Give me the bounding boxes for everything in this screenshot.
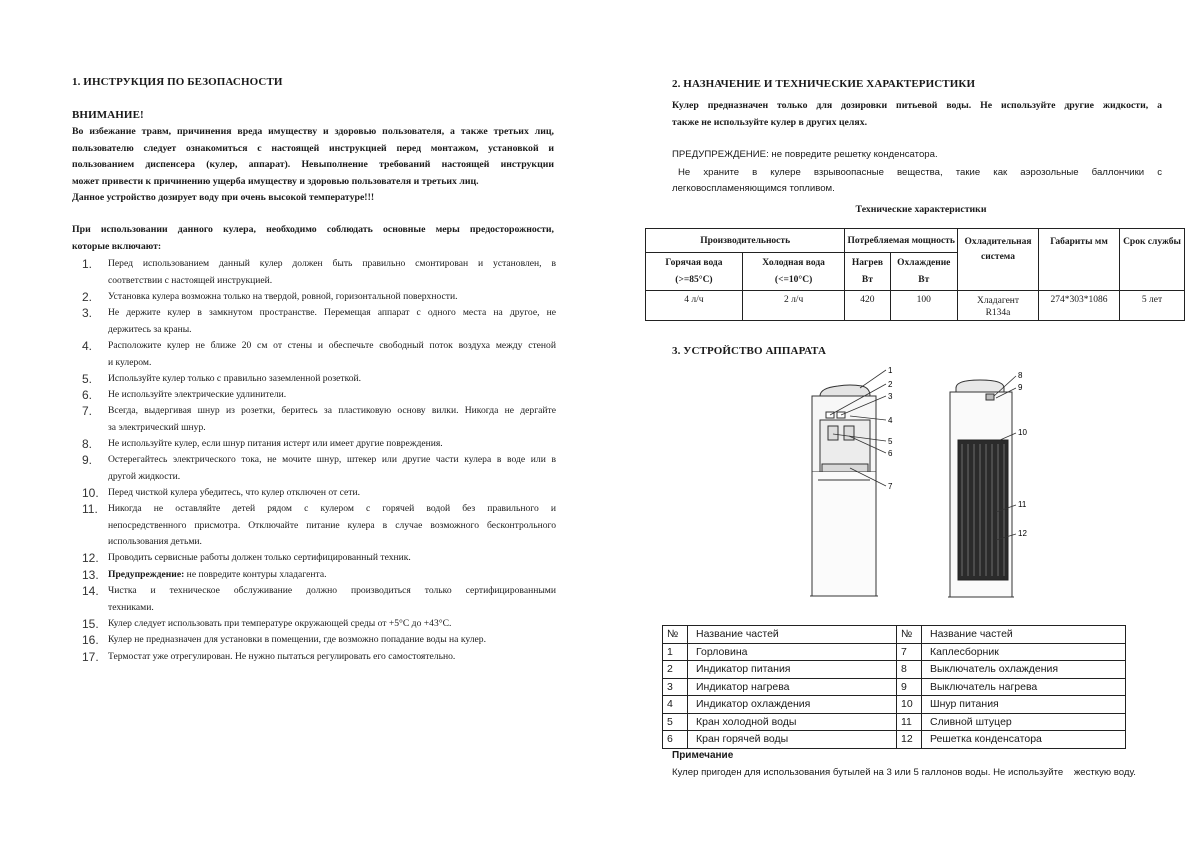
spec-value-life: 5 лет	[1120, 291, 1185, 321]
precaution-line: и кулером.	[108, 356, 152, 368]
leader-1	[860, 370, 886, 388]
note-title: Примечание	[672, 750, 734, 761]
cold-tap-shape	[828, 426, 838, 440]
spec-value-cool-w: 100	[890, 291, 957, 321]
callout-4: 4	[888, 416, 893, 425]
warning-text	[72, 124, 554, 207]
precaution-number: 7.	[82, 404, 93, 418]
section-2-heading: 2. НАЗНАЧЕНИЕ И ТЕХНИЧЕСКИЕ ХАРАКТЕРИСТИКИ	[672, 78, 976, 90]
spec-header-productivity: Производительность	[646, 229, 845, 253]
parts-row	[663, 696, 1126, 714]
spec-header-dimensions: Габариты мм	[1039, 229, 1120, 291]
callout-5: 5	[888, 437, 893, 446]
precaution-line: Не используйте кулер, если шнур питания истерт или имеет другие повреждения.	[108, 438, 443, 449]
precaution-bold-prefix: Предупреждение:	[108, 569, 185, 580]
precaution-line: Никогда не оставляйте детей рядом с кулером с горячей водой без правильного и	[108, 503, 556, 514]
callout-8: 8	[1018, 371, 1023, 380]
spec-table-title: Технические характеристики	[855, 204, 987, 215]
precaution-line: Чистка и техническое обслуживание должно производиться только сертифицированными	[108, 585, 556, 596]
parts-row	[663, 678, 1126, 696]
part-name: Шнур питания	[922, 696, 1126, 714]
precaution-line: соответствии с настоящей инструкцией.	[108, 274, 273, 286]
precaution-line: Термостат уже отрегулирован. Не нужно пытаться регулировать его самостоятельно.	[108, 651, 456, 662]
precaution-line: другой жидкости.	[108, 470, 181, 482]
part-number: 7	[897, 643, 922, 661]
precaution-text	[108, 387, 556, 404]
parts-table-body	[663, 643, 1126, 748]
part-number: 10	[897, 696, 922, 714]
part-number: 4	[663, 696, 688, 714]
cooler-front-view	[810, 385, 878, 596]
parts-header-name: Название частей	[688, 626, 897, 644]
part-number: 8	[897, 661, 922, 679]
precaution-number: 12.	[82, 551, 99, 565]
precaution-text	[108, 485, 556, 502]
callout-7: 7	[888, 482, 893, 491]
warning-line: Данное устройство дозирует воду при очень высокой температуре!!!	[72, 192, 375, 203]
precaution-text	[108, 403, 556, 436]
precaution-number: 1.	[82, 257, 93, 271]
part-number: 6	[663, 731, 688, 749]
purpose-line: Кулер предназначен только для дозировки питьевой воды. Не используйте другие жидкости, а	[672, 100, 1162, 111]
intro-line: При использовании данного кулера, необходимо соблюдать основные меры предосторожности,	[72, 224, 554, 235]
parts-header-name-2: Название частей	[922, 626, 1126, 644]
part-name: Индикатор нагрева	[688, 678, 897, 696]
precaution-line: Установка кулера возможна только на твердой, ровной, горизонтальной поверхности.	[108, 291, 458, 302]
condenser-grille	[958, 440, 1008, 580]
section-1-heading: 1. ИНСТРУКЦИЯ ПО БЕЗОПАСНОСТИ	[72, 76, 283, 88]
precaution-line: Кулер не предназначен для установки в помещении, где возможно попадание воды на кулер.	[108, 634, 486, 645]
precaution-number: 3.	[82, 306, 93, 320]
precaution-line: за электрический шнур.	[108, 421, 206, 433]
spec-table	[645, 228, 1185, 321]
part-name: Выключатель охлаждения	[922, 661, 1126, 679]
spec-header-service-life: Срок службы	[1120, 229, 1185, 291]
part-number: 1	[663, 643, 688, 661]
precaution-line: Остерегайтесь электрического тока, не мочите шнур, штекер или другие части кулера в воде или в	[108, 454, 556, 465]
part-name: Решетка конденсатора	[922, 731, 1126, 749]
precaution-line: непосредственного присмотра. Отключайте питание кулера в случае возможного бесконтрольного	[108, 519, 556, 531]
precaution-number: 5.	[82, 372, 93, 386]
spec-value-hot: 4 л/ч	[646, 291, 743, 321]
precautions-intro	[72, 222, 554, 255]
storage-line: легковоспламеняющимся топливом.	[672, 183, 835, 194]
storage-line: Не храните в кулере взрывоопасные вещества, такие как аэрозольные баллончики с	[678, 167, 1162, 178]
precaution-text	[108, 305, 556, 338]
callout-3: 3	[888, 392, 893, 401]
precaution-line: Не используйте электрические удлинители.	[108, 389, 287, 400]
spec-header-power: Потребляемая мощность	[845, 229, 958, 253]
warning-line: может привести к причинению ущерба имуществу и здоровью пользователя и третьих лиц.	[72, 175, 479, 187]
precaution-number: 17.	[82, 650, 99, 664]
precaution-line: Расположите кулер не ближе 20 см от стены и обеспечьте свободный поток воздуха между стеной	[108, 340, 556, 351]
precaution-line: Перед использованием данный кулер должен быть правильно смонтирован и установлен, в	[108, 258, 556, 269]
part-name: Кран холодной воды	[688, 713, 897, 731]
cooler-diagram	[790, 360, 1050, 610]
part-name: Индикатор охлаждения	[688, 696, 897, 714]
parts-header-num: №	[663, 626, 688, 644]
callout-12: 12	[1018, 529, 1027, 538]
condenser-warning: ПРЕДУПРЕЖДЕНИЕ: не повредите решетку конденсатора.	[672, 149, 938, 160]
purpose-line: также не используйте кулер в других целях.	[672, 117, 868, 128]
precaution-line: Перед чисткой кулера убедитесь, что кулер отключен от сети.	[108, 487, 360, 498]
precaution-number: 11.	[82, 502, 98, 516]
front-lower-body	[812, 472, 876, 596]
precaution-line: Всегда, выдергивая шнур из розетки, беритесь за пластиковую основу вилки. Никогда не дергайте	[108, 405, 556, 416]
precaution-number: 6.	[82, 388, 93, 402]
purpose-text	[672, 97, 1162, 131]
precaution-number: 14.	[82, 584, 99, 598]
spec-header-cold-water: Холодная вода (<=10°С)	[742, 253, 844, 291]
spec-header-cooling-system: Охладительная система	[958, 229, 1039, 291]
precaution-text	[108, 567, 556, 584]
precaution-line: Проводить сервисные работы должен только сертифицированный техник.	[108, 552, 411, 563]
refrigerant-label: Хладагент	[976, 296, 1020, 306]
precaution-text	[108, 550, 556, 567]
part-number: 3	[663, 678, 688, 696]
precaution-text	[108, 289, 556, 306]
parts-row	[663, 661, 1126, 679]
spec-value-refrigerant	[958, 291, 1039, 321]
precaution-text	[108, 501, 556, 551]
storage-warning	[672, 165, 1162, 197]
precaution-number: 4.	[82, 339, 93, 353]
callout-1: 1	[888, 366, 893, 375]
parts-table	[662, 625, 1126, 749]
parts-row	[663, 643, 1126, 661]
precaution-text	[108, 338, 556, 371]
drip-tray-shape	[822, 464, 868, 472]
warning-line: пользователю следует ознакомиться с настоящей инструкцией перед монтажом, установкой и	[72, 142, 554, 154]
part-number: 5	[663, 713, 688, 731]
spec-value-dimensions: 274*303*1086	[1039, 291, 1120, 321]
precaution-text	[108, 371, 556, 388]
precaution-line: Используйте кулер только с правильно заземленной розеткой.	[108, 373, 362, 384]
callout-9: 9	[1018, 383, 1023, 392]
part-name: Кран горячей воды	[688, 731, 897, 749]
precaution-number: 8.	[82, 437, 93, 451]
part-number: 11	[897, 713, 922, 731]
precaution-number: 13.	[82, 568, 99, 582]
refrigerant-type: R134a	[985, 308, 1011, 318]
precaution-line: Не держите кулер в замкнутом пространстве. Перемещая аппарат с одного места на другое, не	[108, 307, 556, 318]
precaution-text	[108, 649, 556, 666]
warning-line: Во избежание травм, причинения вреда имуществу и здоровью пользователя, а также третьих лиц,	[72, 126, 554, 137]
precaution-line: использования детьми.	[108, 536, 202, 547]
intro-line: которые включают:	[72, 240, 162, 252]
part-name: Сливной штуцер	[922, 713, 1126, 731]
part-name: Горловина	[688, 643, 897, 661]
part-number: 12	[897, 731, 922, 749]
part-name: Индикатор питания	[688, 661, 897, 679]
precaution-number: 9.	[82, 453, 93, 467]
spec-header-cooling: Охлаждение Вт	[890, 253, 957, 291]
switch-shape	[986, 394, 994, 400]
spec-value-heat-w: 420	[845, 291, 890, 321]
part-number: 2	[663, 661, 688, 679]
parts-row	[663, 713, 1126, 731]
precaution-text	[108, 452, 556, 485]
warning-title: ВНИМАНИЕ!	[72, 109, 144, 121]
note-text: Кулер пригоден для использования бутылей на 3 или 5 галлонов воды. Не используйте жесткую воду.	[672, 767, 1136, 778]
precaution-text	[108, 632, 556, 649]
callout-10: 10	[1018, 428, 1027, 437]
cooler-back-view	[948, 380, 1014, 597]
precaution-line: держитесь за краны.	[108, 323, 192, 335]
spec-header-heating: Нагрев Вт	[845, 253, 890, 291]
section-3-heading: 3. УСТРОЙСТВО АППАРАТА	[672, 345, 826, 357]
precaution-text	[108, 436, 556, 453]
precaution-line: техниками.	[108, 601, 154, 613]
part-name: Выключатель нагрева	[922, 678, 1126, 696]
precaution-line	[108, 567, 556, 584]
precaution-text	[108, 583, 556, 616]
precaution-number: 15.	[82, 617, 99, 631]
precaution-number: 2.	[82, 290, 93, 304]
spec-value-cold: 2 л/ч	[742, 291, 844, 321]
precaution-line-rest: не повредите контуры хладагента.	[184, 569, 327, 580]
warning-line: пользованием диспенсера (кулер, аппарат). Невыполнение требований настоящей инструкции	[72, 159, 554, 170]
callout-2: 2	[888, 380, 893, 389]
callout-6: 6	[888, 449, 893, 458]
part-name: Каплесборник	[922, 643, 1126, 661]
parts-header-num-2: №	[897, 626, 922, 644]
callout-11: 11	[1018, 500, 1027, 509]
precaution-line: Кулер следует использовать при температуре окружающей среды от +5°С до +43°С.	[108, 618, 452, 629]
parts-row	[663, 731, 1126, 749]
part-number: 9	[897, 678, 922, 696]
back-top-cap	[956, 380, 1004, 392]
precaution-text	[108, 616, 556, 633]
precaution-text	[108, 256, 556, 289]
precaution-number: 16.	[82, 633, 99, 647]
spec-header-hot-water: Горячая вода (>=85°С)	[646, 253, 743, 291]
precaution-number: 10.	[82, 486, 99, 500]
